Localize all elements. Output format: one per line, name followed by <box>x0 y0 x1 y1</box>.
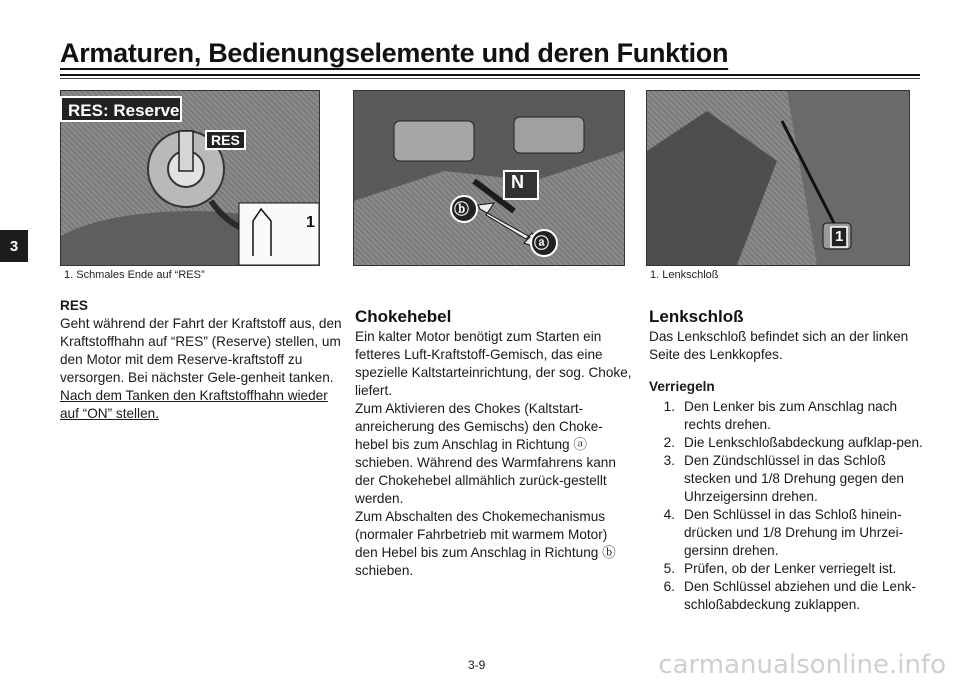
chapter-tab[interactable]: 3 <box>0 230 28 262</box>
res-mark-label: RES <box>205 130 246 150</box>
res-body: Geht während der Fahrt der Kraftstoff aus, den Kraftstoffhahn auf “RES” (Reserve) stellen, um den Motor mit dem Reserve-kraftstoff zu versorgen. Bei nächster Gele-genheit tanken. <box>60 316 342 385</box>
steering-lock-photo <box>646 90 910 266</box>
frame-shadow <box>647 111 777 265</box>
title-rule-thin <box>60 78 920 79</box>
list-item: 5. Prüfen, ob der Lenker verriegelt ist. <box>663 561 897 576</box>
choke-heading: Chokehebel <box>355 307 452 326</box>
choke-callout-a: ⓐ <box>534 235 550 252</box>
choke-lever-illustration <box>354 91 624 265</box>
list-item: 1. Den Lenker bis zum Anschlag nach rechts drehen. <box>663 399 898 432</box>
choke-paragraph-1: Ein kalter Motor benötigt zum Starten ein fetteres Luft-Kraftstoff-Gemisch, das eine spezielle Kaltstarteinrichtung, der sog. Choke, liefert. <box>355 329 632 398</box>
lock-subheading: Verriegeln <box>649 379 715 394</box>
watermark: carmanualsonline.info <box>658 650 946 680</box>
steering-lock-illustration <box>647 91 909 265</box>
lock-section <box>649 328 927 614</box>
carburetor <box>394 121 474 161</box>
choke-lever-photo <box>353 90 625 266</box>
res-reserve-badge: RES: Reserve <box>60 96 182 122</box>
lock-callout: 1 <box>835 228 844 245</box>
lock-heading: Lenkschloß <box>649 307 744 326</box>
choke-paragraph-3: Zum Abschalten des Chokemechanismus (normaler Fahrbetrieb mit warmem Motor) den Hebel bis zum Anschlag in Richtung ⓑ schieben. <box>355 509 616 578</box>
choke-paragraph-2: Zum Aktivieren des Chokes (Kaltstart-anreicherung des Gemischs) den Choke-hebel bis zum Anschlag in Richtung ⓐ schieben. Während des Warmfahrens kann der Chokehebel allmählich zurück-gestellt werden. <box>355 401 616 506</box>
fuel-tap-caption: 1. Schmales Ende auf “RES” <box>64 269 205 281</box>
res-text <box>60 315 342 423</box>
res-heading: RES <box>60 298 88 313</box>
carburetor-right <box>514 117 584 153</box>
highlight-box <box>239 203 319 265</box>
list-item: 4. Den Schlüssel in das Schloß hinein-drücken und 1/8 Drehung im Uhrzei-gersinn drehen. <box>663 507 904 558</box>
page-title: Armaturen, Bedienungselemente und deren Funktion <box>60 38 729 68</box>
fuel-tap-lever <box>179 131 193 171</box>
lock-caption: 1. Lenkschloß <box>650 269 719 281</box>
res-section <box>60 297 342 423</box>
list-item: 3. Den Zündschlüssel in das Schloß stecken und 1/8 Drehung gegen den Uhrzeigersinn drehen. <box>663 453 904 504</box>
page-number: 3-9 <box>468 658 486 672</box>
lock-steps-list <box>649 398 927 614</box>
choke-callout-b: ⓑ <box>454 201 470 218</box>
res-underlined-note: Nach dem Tanken den Kraftstoffhahn wieder auf “ON” stellen. <box>60 388 328 421</box>
choke-section <box>355 328 633 580</box>
lock-intro: Das Lenkschloß befindet sich an der linken Seite des Lenkkopfes. <box>649 329 909 362</box>
list-item: 2. Die Lenkschloßabdeckung aufklap-pen. <box>663 435 923 450</box>
neutral-indicator-label: N <box>511 172 524 192</box>
title-rule <box>60 74 920 76</box>
list-item: 6. Den Schlüssel abziehen und die Lenk-schloßabdeckung zuklappen. <box>663 579 917 612</box>
fuel-tap-callout: 1 <box>306 214 315 231</box>
